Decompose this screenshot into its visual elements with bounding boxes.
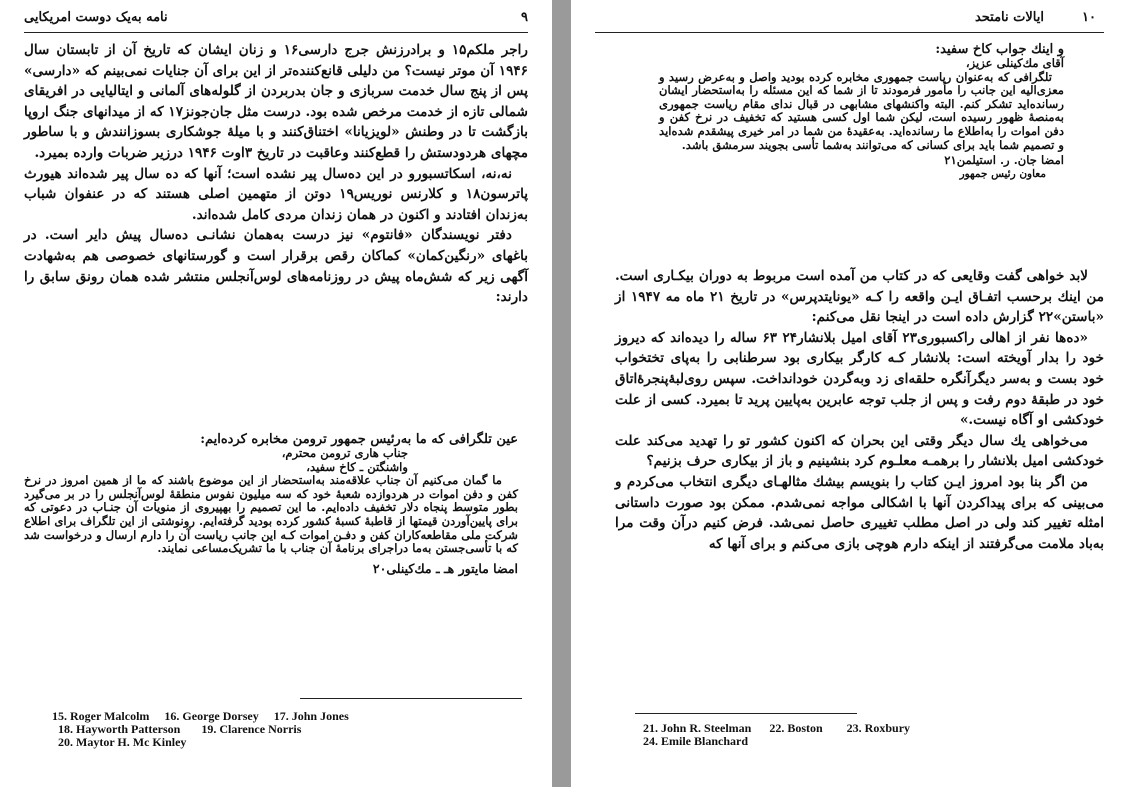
reply-role: معاون رئیس جمهور (959, 167, 1046, 180)
paragraph: دفتر نویسندگان «فانتوم» نیز درست به‌همان نشانـی ده‌سال پیش دایر است. در باغهای «رنگین‌کمان» کماکان رقص برقرار است و گورستانهای خصوصی هم به‌شهادت آگهی زیر که شش‌ماه پیش در روزنامه‌های لوس‌آنجلس منتشر شده همان رونق سابق را دارند: (24, 227, 528, 306)
footnote-rule (635, 713, 857, 714)
quote-address: جناب هاری ترومن محترم، (281, 446, 408, 460)
left-page (0, 0, 552, 787)
footnote-line: 18. Hayworth Patterson 19. Clarence Norris (58, 722, 302, 736)
running-head: نامه به‌یک دوست امریکایی (24, 10, 168, 25)
left-body-text (24, 40, 528, 308)
left-page-header (24, 10, 528, 33)
footnote-line: 24. Emile Blanchard (643, 734, 749, 748)
reply-title: و اینك جواب کاخ سفید: (935, 42, 1064, 57)
quote-address: واشنگتن ـ کاخ سفید، (306, 459, 408, 474)
footnote-line: 20. Maytor H. Mc Kinley (58, 735, 187, 749)
footnote-line: 21. John R. Steelman 22. Boston 23. Roxbury (643, 721, 911, 735)
page-number: ۱۰ (1082, 10, 1096, 25)
reply-signature: امضا جان. ر. استیلمن۲۱ (944, 153, 1064, 168)
reply-quote (659, 42, 1064, 181)
paragraph: نه،نه، اسکاتسبورو در این ده‌سال پیر نشده است؛ آنها که ده سال پیر شده‌اند هیورث پاترسون۱۸ و کلارنس نوریس۱۹ دوتن از متهمین اصلی هستند که در عنفوان شباب به‌زندان افتادند و اکنون در همان زندان مردی کامل شده‌اند. (24, 165, 529, 223)
paragraph: می‌خواهی یك سال دیگر وقتی این بحران که اکنون کشور تو را تهدید می‌کند علت خودکشی امیل بلانشار را برهمـه معلـوم کرد بنشینیم و باز از بیکاری حرف بزنیم؟ (615, 432, 1104, 470)
quote-title: عین تلگرافی که ما به‌رئیس جمهور ترومن مخابره کرده‌ایم: (200, 432, 518, 447)
paragraph: لابد خواهی گفت وقایعی که در کتاب من آمده است مربوط به دوران بیکـاری است. من اینك برحسب اتفـاق ایـن واقعه را کـه «یونایتدپرس» در تاریخ ۲۱ ماه مه ۱۹۴۷ از «باستن»۲۲ گزارش داده است در اینجا نقل می‌کنم: (615, 268, 1105, 326)
reply-salutation: آقای مك‌کینلی عزیز، (965, 56, 1064, 70)
paragraph: من اگر بنا بود امروز ایـن کتاب را بنویسم بیشك مثالهـای دیگری انتخاب می‌کردم و می‌بینی که برای پیداکردن آنها با اشکالی مواجه نمی‌شدم. ممکن بود صورت داستانی امثله تغییر کند ولی در اصل مطلب تغییری حاصل نمی‌شد. فرض کنیم درآن وقت مرا به‌باد ملامت می‌گرفتند از اینکه دارم هوچی بازی می‌کنم و برای آنها که (615, 473, 1104, 552)
page-number: ۹ (521, 10, 528, 25)
right-body-text (615, 266, 1104, 554)
footnote-line: 15. Roger Malcolm 16. George Dorsey 17. John Jones (52, 709, 349, 723)
paragraph: راجر ملکم۱۵ و برادرزنش جرج دارسی۱۶ و زنان ایشان که تاریخ آن از تابستان سال ۱۹۴۶ آن موتر نیست؟ من دلیلی قانع‌کننده‌تر از این برای آن جنایات نمی‌بینم که «دارسی» پس از پنج سال خدمت سربازی و جان بدربردن از گلوله‌های آلمانی و ایتالیایی در افریقای شمالی تازه از خدمت مرخص شده بود. درست مثل جان‌جونز۱۷ که از میدانهای جنگ اروپا بازگشت تا در وطنش «لویزیانا» اختناق‌کنند و با میلهٔ جوشکاری بسوزانندش و با ساطور مچهای هردودستش را قطع‌کنند وعاقبت در تاریخ ۳اوت ۱۹۴۶ درزیر ضربات وارده بمیرد. (24, 42, 528, 161)
right-page (571, 0, 1128, 787)
quote-signature: امضا مایتور هـ ـ مك‌کینلی۲۰ (372, 560, 518, 576)
telegram-quote (24, 432, 518, 575)
running-head: ایالات نامتحد (974, 10, 1044, 25)
paragraph: «ده‌ها نفر از اهالی راکسبوری۲۳ آقای امیل بلانشار۲۴ ۶۳ ساله را دیده‌اند که دیروز خود را بدار آویخته است: بلانشار کـه کارگر بیکاری بود سرطنابی را به‌پای تختخواب خود بست و به‌سر دیگرآنگره حلقه‌ای زد وبه‌گردن خودانداخت. سپس روی‌لبهٔ‌پنجرهٔ‌اتاق خود در طبقهٔ دوم رفت و پس از جلب توجه عابرین به‌پایین پرید تا بمیرد. کسی از علت خودکشی او آگاه نیست.» (615, 329, 1104, 429)
footnote-rule (300, 698, 522, 699)
reply-body: تلگرافی که به‌عنوان ریاست جمهوری مخابره کرده بودید واصل و به‌عرض رسید و معزی‌الیه این جانب را مأمور فرمودند تا از شما که این مسئله را به‌استحضار ایشان رسانده‌اید تشکر کنم. البته واکنشهای مشابهی در قبال ندای مقام ریاست جمهوری به‌منصهٔ ظهور رسیده است، لیکن شما اول کسی هستید که تخفیف در نرخ کفن و دفن اموات را به‌اطلاع ما رسانده‌اید. به‌عقیدهٔ من شما در امر خیری پیشقدم شده‌اید و تصمیم شما باید برای کسانی که می‌توانند به‌شما تأسی بجویند سرمشق باشد. (659, 69, 1064, 152)
quote-body: ما گمان می‌کنیم آن جناب علاقه‌مند به‌استحضار از این موضوع باشند که ما از همین امروز در نرخ کفن و دفن اموات در هردوازده شعبهٔ خود که سه میلیون نفوس منطقهٔ لوس‌آنجلس را در بر می‌گیرد بطور متوسط پنجاه دلار تخفیف داده‌ایم. ما این تصمیم را بهپیروی از منویات آن جنـاب در دعوتی که برای پایین‌آوردن قیمتها از قاطبهٔ کسبهٔ کشور کرده بودید گرفته‌ایم. رونوشتی از این تلگراف برای اطلاع شرکت ملی مقاطعه‌کاران کفن و دفـن اموات کـه این جانب ریاست آن را دارم ارسال و درخواست شد که با تأسی‌جستن به‌ما دراجرای برنامهٔ آن جناب با ما تشریک‌مساعی نمایند. (24, 473, 518, 556)
right-page-header (595, 10, 1104, 33)
